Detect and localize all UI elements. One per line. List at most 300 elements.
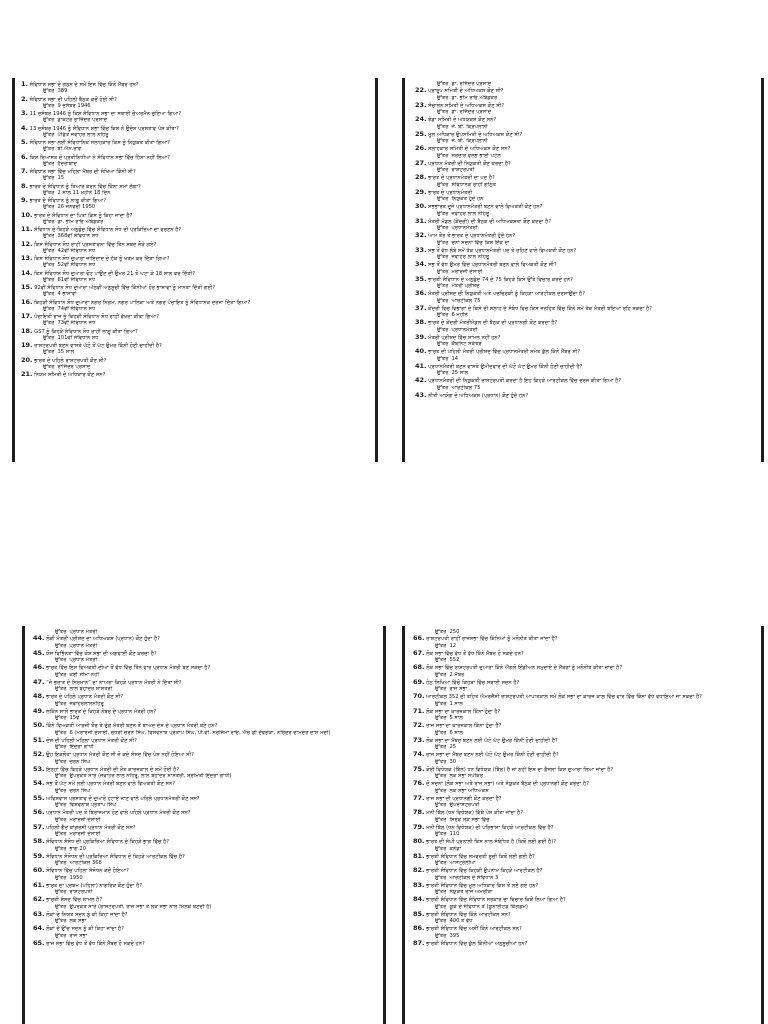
question-number: 23. bbox=[415, 101, 427, 109]
answer-text: ਡਾਕਟਰ ਰਾਜਿੰਦਰ ਪ੍ਰਸਾਦ bbox=[57, 117, 108, 124]
question-item bbox=[413, 940, 755, 947]
question-item bbox=[413, 882, 755, 896]
question-item bbox=[21, 154, 369, 168]
answer-text: 42ਵੀਂ ਸੰਵਿਧਾਨ ਸੋਧ bbox=[57, 247, 96, 254]
question-text: ਸੰਵਿਧਾਨ ਸਭਾ ਲਈ ਸੰਵਿਧਾਨਿਕ ਸਲਾਹਕਾਰ ਕਿਸ ਨੂੰ ਨਿਯੁਕਤ ਕੀਤਾ ਗਿਆ? bbox=[29, 140, 170, 146]
answer-text: ਬੀ.ਐਨ.ਰਾਵ bbox=[57, 146, 82, 153]
question-text: ਰਾਸ਼ਟਰਪਤੀ ਬਣਨ ਵਾਸਤੇ ਘੱਟੋ ਤੋਂ ਘੱਟ ਉਮਰ ਕਿੰਨੀ ਹੋਣੀ ਚਾਹੀਦੀ ਹੈ? bbox=[34, 343, 162, 349]
answer-line bbox=[413, 788, 755, 794]
question-text: ਦੇਸ਼ ਦੀ ਪਹਿਲੀ ਮਹਿਲਾ ਪ੍ਰਧਾਨ ਮੰਤਰੀ ਕੌਣ ਸੀ? bbox=[46, 737, 137, 744]
answer-label: ਉੱਤਰ bbox=[43, 88, 55, 95]
question-number: 18. bbox=[21, 327, 33, 335]
answer-line bbox=[415, 298, 755, 304]
answer-line bbox=[33, 875, 377, 881]
question-line bbox=[413, 635, 755, 642]
question-line bbox=[33, 708, 377, 715]
answer-text: 52ਵੀਂ ਸੰਵਿਧਾਨ ਸੋਧ bbox=[57, 262, 96, 269]
question-number: 59. bbox=[33, 852, 45, 860]
answer-text: ਪ੍ਰਧਾਨ ਮੰਤਰੀ bbox=[69, 629, 98, 635]
question-item bbox=[413, 795, 755, 809]
question-line bbox=[415, 131, 755, 138]
question-text: ਭਾਰਤੀ ਸੰਵਿਧਾਨ ਦੇ ਅਨੁਛੇਦ 74 ਦੇ 75 ਕਿਹੜੇ ਕਿਸੇ ਉੱਤੇ ਵਿਚਾਰ ਕਰਦੇ ਹਨ? bbox=[428, 276, 573, 283]
answer-text: 389 bbox=[57, 88, 68, 95]
answer-text: ਸੰਯੁਕਤ ਰਾਜ ਅਮਰੀਕਾ bbox=[449, 889, 493, 895]
answer-label: ਉੱਤਰ bbox=[435, 629, 447, 635]
answer-line bbox=[21, 349, 369, 355]
document-page-3 bbox=[22, 626, 386, 1024]
answer-line bbox=[33, 860, 377, 866]
question-text: ਪਹਿਲੀ ਗੈਰ ਕਾਂਗਰਸੀ ਪ੍ਰਧਾਨ ਮੰਤਰੀ ਕੌਣ ਸਨ? bbox=[46, 824, 136, 831]
question-item bbox=[21, 96, 369, 110]
question-number: 73. bbox=[413, 736, 425, 744]
question-number: 68. bbox=[413, 664, 425, 672]
answer-label: ਉੱਤਰ bbox=[55, 729, 67, 736]
question-line bbox=[415, 218, 755, 225]
question-item bbox=[415, 348, 755, 362]
answer-line bbox=[33, 744, 377, 750]
answer-label: ਉੱਤਰ bbox=[435, 845, 447, 852]
answer-line bbox=[415, 225, 755, 231]
question-item bbox=[413, 635, 755, 649]
answer-label: ਉੱਤਰ bbox=[43, 320, 55, 327]
answer-line bbox=[33, 788, 377, 794]
answer-label: ਉੱਤਰ bbox=[43, 146, 55, 153]
question-item bbox=[413, 896, 755, 910]
answer-label: ਉੱਤਰ bbox=[435, 758, 447, 765]
question-line bbox=[21, 139, 369, 146]
question-line bbox=[21, 110, 369, 117]
question-number: 65. bbox=[33, 939, 45, 947]
question-item bbox=[21, 212, 369, 226]
question-text: ਲੋਕ ਸਭਾ ਦਾ ਮੈਂਬਰ ਬਣਨ ਲਈ ਘੱਟੋ ਘੱਟ ਉਮਰ ਕਿੰਨੀ ਹੋਣੀ ਚਾਹੀਦੀ ਹੈ? bbox=[426, 737, 558, 744]
answer-text: 1950 bbox=[69, 874, 83, 881]
question-text: ਸਭ ਤੋਂ ਵੱਧ ਲੰਬੇ ਸਮੇਂ ਤੱਕ ਪ੍ਰਧਾਨਮੰਤਰੀ ਪਦ ਤੇ ਰਹਿਣ ਵਾਲੇ ਵਿਅਕਤੀ ਕੌਣ ਹਨ? bbox=[428, 247, 577, 254]
question-text: ਅਵਿਸ਼ਵਾਸ ਪ੍ਰਸਤਾਵ ਦੇ ਦੁਆਰੇ ਹਟਾਏ ਜਾਣ ਵਾਲੇ ਪਹਿਲੇ ਪ੍ਰਧਾਨਮੰਤਰੀ ਕੌਣ ਸਨ? bbox=[46, 795, 200, 802]
answer-line bbox=[21, 320, 369, 326]
question-line bbox=[413, 838, 755, 845]
answer-line bbox=[415, 211, 755, 217]
answer-label: ਉੱਤਰ bbox=[43, 363, 55, 370]
question-number: 37. bbox=[415, 304, 427, 312]
question-item bbox=[33, 635, 377, 649]
question-text: ਪ੍ਰਧਾਨਮੰਤਰੀ ਬਣਨ ਵਾਸਤੇ ਉਮੀਦਵਾਰ ਦੀ ਘੱਟੋ ਘੱਟ ਉਮਰ ਕਿੰਨੀ ਹੋਣੀ ਚਾਹੀਦੀ ਹੈ? bbox=[428, 363, 583, 370]
question-number: 22. bbox=[415, 87, 427, 95]
question-item bbox=[33, 664, 377, 678]
question-item bbox=[413, 824, 755, 838]
answer-label: ਉੱਤਰ bbox=[55, 671, 67, 678]
question-line bbox=[415, 348, 755, 355]
answer-text: 6 ਸਾਲ bbox=[449, 729, 463, 736]
question-line bbox=[415, 247, 755, 254]
question-item bbox=[413, 809, 755, 823]
answer-text: ਪ੍ਰਧਾਨ ਮੰਤਰੀ bbox=[69, 642, 98, 649]
answer-label: ਉੱਤਰ bbox=[55, 629, 67, 635]
question-number: 36. bbox=[415, 290, 427, 298]
question-text: ਲੋਕ ਸਭਾ ਦਾ ਕਾਰਜਕਾਲ ਕਿੰਨਾ ਹੁੰਦਾ ਹੈ? bbox=[426, 708, 501, 715]
answer-label: ਉੱਤਰ bbox=[437, 123, 449, 130]
answer-label: ਉੱਤਰ bbox=[55, 642, 67, 649]
question-text: 92ਵੀਂ ਸੰਵਿਧਾਨ ਸੋਧ ਦੁਆਰਾ ਅੱਠਵੀਂ ਅਨੁਸੂਚੀ ਵਿੱਚ ਕਿੰਨੀਆਂ ਹੋਰ ਭਾਸ਼ਾਵਾਂ ਨੂੰ ਮਾਨਤਾ ਦਿੱਤੀ ਗਈ? bbox=[34, 285, 216, 291]
question-line bbox=[21, 154, 369, 161]
question-text: ਕੇਂਦਰੀ ਵਿਚ ਵਿਭਾਗਾਂ ਦੇ ਕਿਸੇ ਦੀ ਸਲਾਹ ਦੇ ਸੰਬੰਧ ਵਿਚ ਕਿਸ ਜਨਹਿਤ ਵਿੱਚ ਕਿੰਨੇ ਸਮੇਂ ਤੱਕ ਮੰਤਰੀ ਬਣਿਆ ਰਹਿ ਸਕਦਾ ਹੈ? bbox=[428, 305, 652, 312]
question-number: 87. bbox=[413, 939, 425, 947]
question-item bbox=[21, 226, 369, 240]
question-line bbox=[415, 160, 755, 167]
answer-label: ਉੱਤਰ bbox=[55, 831, 67, 837]
question-line bbox=[415, 232, 755, 239]
question-text: ਭਾਰਤੀ ਸੰਵਿਧਾਨ ਵਿੱਚ ਕਿਹੜੀ ਉਪਨਾਮ ਕਿਹੜੇ ਆਰਟੀਕਲ ਹੈ? bbox=[426, 868, 543, 875]
question-item bbox=[33, 882, 377, 896]
answer-text: 2 ਸਾਲ 11 ਮਹੀਨੇ 18 ਦਿਨ bbox=[57, 189, 111, 196]
answer-label: ਉੱਤਰ bbox=[437, 268, 449, 275]
question-line bbox=[33, 722, 377, 729]
answer-text: ਪੰਡਿਤ ਜਵਾਹਰ ਲਾਲ ਨਹਿਰੂ bbox=[57, 131, 109, 138]
question-line bbox=[21, 168, 369, 175]
answer-label: ਉੱਤਰ bbox=[55, 816, 67, 823]
question-number: 52. bbox=[33, 751, 45, 759]
question-item bbox=[415, 290, 755, 304]
answer-label: ਉੱਤਰ bbox=[43, 204, 55, 211]
question-text: ਪੰਚਾਇਤੀ ਰਾਜ ਨੂੰ ਕਿਹੜੀ ਸੰਵਿਧਾਨ ਸੋਧ ਰਾਹੀਂ ਵੱਖਰਾ ਕੀਤਾ ਗਿਆ? bbox=[34, 314, 159, 320]
question-text: ਨਿਯਮ ਸਮਿਤੀ ਦੇ ਅਧਿਕਾਰ ਕੌਣ ਸਨ? bbox=[34, 372, 106, 378]
answer-label: ਉੱਤਰ bbox=[437, 254, 449, 260]
answer-text: 110 bbox=[449, 831, 460, 837]
question-line bbox=[413, 911, 755, 918]
question-item bbox=[413, 853, 755, 867]
question-text: ਹੇਠ ਲਿਖਿਆਂ ਵਿੱਚੋਂ ਕਿਹੜਾ ਵਿੱਚ ਸਥਾਈ ਸਦਨ ਹੈ? bbox=[426, 679, 520, 686]
question-line bbox=[33, 896, 377, 903]
answer-label: ਉੱਤਰ bbox=[55, 773, 67, 779]
question-line bbox=[413, 766, 755, 773]
answer-label: ਉੱਤਰ bbox=[43, 233, 55, 240]
answer-text: 4 ਭਾਸ਼ਾਵਾਂ bbox=[57, 291, 77, 298]
answer-label: ਉੱਤਰ bbox=[437, 94, 449, 101]
question-line bbox=[33, 737, 377, 744]
answer-label: ਉੱਤਰ bbox=[435, 932, 447, 939]
answer-line bbox=[21, 262, 369, 268]
question-item bbox=[21, 313, 369, 327]
question-item bbox=[413, 722, 755, 736]
answer-text: 400 ਤੋਂ ਵੱਧ bbox=[449, 918, 473, 924]
question-number: 58. bbox=[33, 838, 45, 846]
answer-label: ਉੱਤਰ bbox=[437, 355, 449, 362]
question-number: 16. bbox=[21, 298, 33, 306]
question-item bbox=[413, 780, 755, 794]
answer-text: 61ਵੀਂ ਸੰਵਿਧਾਨ ਸੋਧ bbox=[57, 276, 96, 283]
answer-label: ਉੱਤਰ bbox=[435, 802, 447, 808]
question-text: ਮਨੀ ਬਿੱਲ (ਧਨ ਵਿਧੇਯਕ) ਦੀ ਪਰਿਭਾਸ਼ਾ ਕਿਹੜੇ ਆਰਟੀਕਲ ਵਿੱਚ ਹੈ? bbox=[426, 824, 554, 831]
answer-label: ਉੱਤਰ bbox=[435, 903, 447, 910]
question-text: ਭਾਰਤੀ ਸੰਵਿਧਾਨ ਵਿੱਚ ਸੰਵਿਧਾਨ ਸਰਕਾਰ ਦਾ ਵਿਚਾਰ ਕਿਥੋਂ ਲਿਆ ਗਿਆ ਹੈ? bbox=[426, 897, 566, 904]
question-line bbox=[415, 334, 755, 341]
answer-line bbox=[415, 95, 755, 101]
question-item bbox=[33, 853, 377, 867]
question-text: ਭਾਰਤੀ ਸੰਵਿਧਾਨ ਵਿੱਚ ਮੂਲ ਅਧਿਕਾਰ ਕਿਸ ਤੋਂ ਲਏ ਗਏ ਹਨ? bbox=[426, 882, 539, 889]
question-number: 26. bbox=[415, 145, 427, 153]
answer-label: ਉੱਤਰ bbox=[43, 102, 55, 109]
answer-label: ਉੱਤਰ bbox=[437, 152, 449, 159]
answer-text: 25 ਸਾਲ bbox=[451, 370, 469, 376]
answer-text: 2 ਮੈਂਬਰ bbox=[449, 671, 465, 678]
question-text: ਪ੍ਰਧਾਨ ਮੰਤਰੀ ਦੀ ਨਿਯੁਕਤੀ ਕੌਣ ਕਰਦਾ ਹੈ? bbox=[428, 160, 511, 167]
question-number: 44. bbox=[33, 635, 45, 643]
question-line bbox=[413, 867, 755, 874]
question-line bbox=[413, 708, 755, 715]
answer-label: ਉੱਤਰ bbox=[55, 889, 67, 895]
question-number: 76. bbox=[413, 780, 425, 788]
answer-text: 5 ਸਾਲ bbox=[449, 715, 463, 721]
question-number: 10. bbox=[21, 211, 33, 219]
question-number: 84. bbox=[413, 896, 425, 904]
question-number: 50. bbox=[33, 722, 45, 730]
answer-text: ਹੈਦਰਾਬਾਦ bbox=[57, 160, 77, 167]
answer-line bbox=[21, 190, 369, 196]
answer-label: ਉੱਤਰ bbox=[55, 860, 67, 866]
answer-text: 74ਵੀਂ ਸੰਵਿਧਾਨ ਸੋਧ bbox=[57, 305, 96, 312]
question-number: 42. bbox=[415, 377, 427, 385]
answer-label: ਉੱਤਰ bbox=[435, 874, 447, 881]
question-number: 30. bbox=[415, 203, 427, 211]
answer-line bbox=[21, 291, 369, 297]
question-line bbox=[413, 809, 755, 816]
question-line bbox=[33, 809, 377, 816]
question-text: ਭਾਰਤ ਦੀ ਪਹਿਲੀ ਮੰਤਰੀ ਪ੍ਰੀਸ਼ਦ ਵਿੱਚ ਪ੍ਰਧਾਨਮੰਤਰੀ ਸਮੇਤ ਕੁੱਲ ਕਿੰਨੇ ਮੈਂਬਰ ਸੀ? bbox=[428, 349, 581, 356]
answer-label: ਉੱਤਰ bbox=[43, 189, 55, 196]
answer-text: ਡਾ. ਭੀਮ ਰਾਓ ਅੰਬੇਡਕਰ bbox=[451, 94, 498, 101]
question-text: ਦੋ ਸਦਨਾਂ (ਲੋਕ ਸਭਾ ਅਤੇ ਰਾਜ ਸਭਾ) ਅਤੇ ਸੰਯੁਕਤ ਬੈਠਕ ਦੀ ਪ੍ਰਧਾਨਗੀ ਕੌਣ ਕਰਦਾ ਹੈ? bbox=[426, 781, 589, 788]
question-number: 32. bbox=[415, 232, 427, 240]
question-text: ਭਾਰਤੀ ਸੰਵਿਧਾਨ ਵਿੱਚ ਸਮਵਰਤੀ ਸੂਚੀ ਕਿਥੋਂ ਲਈ ਗਈ ਹੈ? bbox=[426, 853, 535, 860]
answer-line bbox=[33, 802, 377, 808]
question-item bbox=[33, 780, 377, 794]
answer-line bbox=[415, 356, 755, 362]
question-line bbox=[21, 357, 369, 364]
answer-text: ਦੋਨਾਂ ਸਦਨਾਂ ਵਿੱਚ ਕਿਸੇ ਇੱਕ ਦਾ bbox=[451, 239, 510, 246]
question-line bbox=[413, 664, 755, 671]
question-text: ਮੰਤਰੀ ਪ੍ਰੀਸ਼ਦ ਦੀ ਨਿਯੁਕਤੀ ਅਤੇ ਪਦਚਿਰਕੀ ਨੂੰ ਕਿਹੜਾ ਆਰਟੀਕਲ ਦਰਸਾਉਂਦਾ ਹੈ? bbox=[428, 291, 585, 298]
answer-line bbox=[413, 933, 755, 939]
question-item bbox=[21, 255, 369, 269]
question-item bbox=[415, 87, 755, 101]
answer-line bbox=[413, 802, 755, 808]
question-number: 6. bbox=[21, 153, 28, 161]
answer-label: ਉੱਤਰ bbox=[55, 787, 67, 794]
question-line bbox=[21, 125, 369, 132]
question-number: 11. bbox=[21, 226, 33, 233]
answer-line bbox=[33, 773, 377, 779]
answer-line bbox=[21, 248, 369, 254]
answer-line bbox=[413, 643, 755, 649]
question-line bbox=[33, 679, 377, 686]
question-text: ਭਾਰਤ ਦੇ ਪਹਿਲੇ ਰਾਸ਼ਟਰਪਤੀ ਕੌਣ ਸੀ? bbox=[34, 357, 107, 364]
question-text: 13 ਦਸੰਬਰ 1946 ਨੂੰ ਸੰਵਿਧਾਨ ਸਭਾ ਵਿੱਚ ਕਿਸ ਨੇ ਉਦੇਸ਼ ਪ੍ਰਸਤਾਵ ਪੇਸ਼ ਕੀਤਾ? bbox=[29, 125, 179, 132]
answer-label: ਉੱਤਰ bbox=[435, 918, 447, 924]
question-line bbox=[33, 867, 377, 874]
answer-label: ਉੱਤਰ bbox=[435, 860, 447, 866]
answer-text: 26 ਜਨਵਰੀ 1950 bbox=[57, 204, 96, 211]
question-number: 28. bbox=[415, 174, 427, 182]
question-item bbox=[415, 131, 755, 145]
answer-text: ਸਰਦਾਰ ਵਲਭ ਭਾਈ ਪਟੇਲ bbox=[451, 152, 501, 159]
question-item bbox=[21, 342, 369, 356]
question-item bbox=[413, 650, 755, 664]
answer-line bbox=[413, 817, 755, 823]
answer-text: ਆਸਟ੍ਰੇਲੀਆ bbox=[449, 860, 476, 866]
answer-text: ਡਾ. ਰਜਿੰਦਰ ਪ੍ਰਸਾਦ bbox=[451, 109, 492, 115]
question-text: ਮੂਲ ਅਧਿਕਾਰ ਉਪਸਮਿਤੀ ਦੇ ਅਧਿਅਕਸ਼ ਕੌਣ ਸੀ? bbox=[428, 131, 523, 138]
answer-label: ਉੱਤਰ bbox=[55, 758, 67, 765]
question-line bbox=[21, 284, 369, 291]
question-line bbox=[413, 780, 755, 787]
answer-text: 73ਵੀਂ ਸੰਵਿਧਾਨ ਸੋਧ bbox=[57, 320, 96, 327]
question-text: ਰਾਜ ਸਭਾ ਦੀ ਪ੍ਰਧਾਨਗੀ ਕੌਣ ਕਰਦਾ ਹੈ? bbox=[426, 795, 502, 802]
answer-label: ਉੱਤਰ bbox=[55, 903, 67, 910]
question-item bbox=[415, 305, 755, 319]
question-item bbox=[33, 824, 377, 838]
question-item bbox=[33, 940, 377, 947]
answer-text: ਆਰਟੀਕਲ 368 bbox=[69, 860, 102, 866]
question-item bbox=[21, 371, 369, 378]
question-item bbox=[33, 737, 377, 751]
answer-label: ਉੱਤਰ bbox=[43, 247, 55, 254]
answer-label: ਉੱਤਰ bbox=[55, 932, 67, 939]
question-text: ਸਲਾਹਕਾਰ ਸਮਿਤੀ ਦੇ ਅਧਿਅਕਸ਼ ਕੌਣ ਸਨ? bbox=[428, 146, 511, 153]
question-text: ਸਭ ਤੋਂ ਘੱਟ ਸਮੇਂ ਲਈ ਪ੍ਰਧਾਨ ਮੰਤਰੀ ਬਣਨ ਵਾਲੇ ਵਿਅਕਤੀ ਕੌਣ ਸਨ? bbox=[46, 781, 175, 788]
question-text: ਪ੍ਰਾਰੂਪ ਸਮਿਤੀ ਦੇ ਅਧਿਅਕਸ਼ ਕੌਣ ਸੀ? bbox=[428, 88, 504, 95]
question-line bbox=[415, 305, 755, 312]
answer-line bbox=[21, 277, 369, 283]
answer-label: ਉੱਤਰ bbox=[437, 81, 449, 87]
question-text: ਸੰਵਿਧਾਨ ਸਭਾ ਦੀ ਪਹਿਲੀ ਬੈਠਕ ਕਦੋਂ ਹੋਈ ਸੀ? bbox=[29, 96, 117, 103]
question-number: 78. bbox=[413, 809, 425, 817]
question-item bbox=[415, 174, 755, 188]
question-number: 82. bbox=[413, 867, 425, 875]
question-number: 53. bbox=[33, 765, 45, 773]
answer-text: ਮੋਰਾਰਜੀ ਦੇਸਾਈ bbox=[451, 268, 483, 275]
question-line bbox=[33, 940, 377, 947]
question-line bbox=[415, 276, 755, 283]
answer-text: ਭਾਗ 20 bbox=[69, 845, 86, 852]
question-number: 4. bbox=[21, 124, 28, 132]
question-item bbox=[21, 328, 369, 342]
answer-line bbox=[415, 283, 755, 289]
question-item bbox=[413, 911, 755, 925]
question-text: ਸੰਵਿਧਾਨ ਸੰਸੋਧ ਦੀ ਪ੍ਰਕਿਰਿਆ ਸੰਵਿਧਾਨ ਦੇ ਕਿਹੜੇ ਭਾਗ ਵਿੱਚ ਹੈ? bbox=[46, 839, 170, 846]
question-number: 39. bbox=[415, 333, 427, 341]
question-line bbox=[21, 197, 369, 204]
question-line bbox=[33, 925, 377, 932]
question-text: ਰਾਜ ਸਭਾ ਦਾ ਕਾਰਜਕਾਲ ਕਿੰਨਾ ਹੁੰਦਾ ਹੈ? bbox=[426, 723, 502, 730]
question-text: ਸਭ ਤੋਂ ਵੱਧ ਉਮਰ ਵਿੱਚ ਪ੍ਰਧਾਨਮੰਤਰੀ ਬਣਨ ਵਾਲੇ ਵਿਅਕਤੀ ਕੌਣ ਸੀ? bbox=[428, 262, 557, 269]
question-item bbox=[415, 102, 755, 116]
answer-label: ਉੱਤਰ bbox=[437, 225, 449, 231]
answer-text: ਜੇ. ਬੀ. ਕ੍ਰਿਪਲਾਨੀ bbox=[451, 123, 488, 130]
answer-label: ਉੱਤਰ bbox=[55, 715, 67, 721]
question-text: ਭਾਰਤੀ ਸੰਵਿਧਾਨ ਵਿੱਚ ਕਿੰਨੇ ਆਰਟੀਕਲ ਸਨ? bbox=[426, 911, 511, 918]
question-number: 70. bbox=[413, 693, 425, 701]
answer-text: ਲੋਕ ਸਭਾ ਸਪੀਕਰ bbox=[449, 773, 484, 779]
answer-label: ਉੱਤਰ bbox=[43, 160, 55, 167]
answer-line bbox=[415, 327, 755, 333]
question-line bbox=[33, 838, 377, 845]
answer-text: ਪ੍ਰਧਾਨਮੰਤਰੀ bbox=[451, 326, 478, 333]
question-line bbox=[415, 203, 755, 210]
answer-text: ਮੋਰਾਰਜੀ ਦੇਸਾਈ bbox=[69, 831, 101, 837]
question-text: ਭਾਰਤ ਦੇ ਸੰਵਿਧਾਨ ਨੂੰ ਤਿਆਰ ਕਰਨ ਵਿੱਚ ਕਿੰਨਾ ਸਮਾਂ ਲੱਗਾ? bbox=[29, 183, 141, 190]
answer-line bbox=[21, 103, 369, 109]
answer-line bbox=[33, 715, 377, 721]
question-text: ਭਾਰਤ ਦੇ ਸੰਵਿਧਾਨ ਨੂੰ ਲਾਗੂ ਕੀਤਾ ਗਿਆ? bbox=[29, 198, 107, 204]
question-line bbox=[21, 342, 369, 349]
question-line bbox=[415, 102, 755, 109]
answer-text: ਸੰਵਿਧਾਨਕ ਰਾਹੀਂ ਗਠਿਤ bbox=[451, 181, 497, 188]
question-number: 7. bbox=[21, 168, 28, 175]
question-number: 85. bbox=[413, 910, 425, 918]
question-line bbox=[413, 925, 755, 932]
question-item bbox=[415, 392, 755, 399]
answer-line bbox=[415, 312, 755, 318]
answer-line bbox=[21, 219, 369, 225]
question-number: 80. bbox=[413, 838, 425, 846]
answer-text: ਰਾਜ ਸਭਾ bbox=[69, 932, 88, 939]
answer-line bbox=[413, 860, 755, 866]
question-item bbox=[415, 218, 755, 232]
answer-label: ਉੱਤਰ bbox=[437, 181, 449, 188]
question-number: 55. bbox=[33, 794, 45, 802]
answer-line bbox=[413, 759, 755, 765]
question-number: 17. bbox=[21, 313, 33, 320]
answer-line bbox=[33, 701, 377, 707]
answer-label: ਉੱਤਰ bbox=[43, 291, 55, 298]
question-number: 74. bbox=[413, 751, 425, 759]
answer-line bbox=[413, 918, 755, 924]
question-line bbox=[413, 737, 755, 744]
answer-text: ਆਰਟੀਕਲ 75 bbox=[451, 384, 481, 391]
answer-line bbox=[33, 672, 377, 678]
question-item bbox=[415, 160, 755, 174]
question-item bbox=[21, 270, 369, 284]
answer-line bbox=[415, 182, 755, 188]
question-item bbox=[413, 838, 755, 852]
answer-text: 101ਵੀਂ ਸੰਵਿਧਾਨ ਸੋਧ bbox=[57, 334, 99, 341]
question-text: ਆਮ ਤੌਰ ਤੇ ਭਾਰਤ ਦੇ ਪ੍ਰਧਾਨਮੰਤਰੀ ਹੁੰਦੇ ਹਨ? bbox=[428, 233, 516, 240]
answer-text: ਮੰਤਰੀ ਪ੍ਰੀਸ਼ਦ bbox=[451, 283, 480, 289]
question-item bbox=[33, 722, 377, 736]
question-line bbox=[33, 664, 377, 671]
question-text: 11 ਦਸੰਬਰ 1946 ਨੂੰ ਕਿਸ ਸੰਵਿਧਾਨ ਸਭਾ ਦਾ ਸਥਾਈ ਚੇਅਰਮੈਨ ਚੁਣਿਆ ਗਿਆ? bbox=[29, 111, 182, 117]
answer-label: ਉੱਤਰ bbox=[437, 109, 449, 115]
answer-text: ਰਾਸ਼ਟਰਪਤੀ bbox=[451, 167, 475, 173]
question-line bbox=[413, 679, 755, 686]
question-line bbox=[413, 853, 755, 860]
answer-label: ਉੱਤਰ bbox=[43, 349, 55, 356]
question-item bbox=[21, 168, 369, 182]
question-line bbox=[33, 693, 377, 700]
answer-label: ਉੱਤਰ bbox=[55, 874, 67, 881]
question-number: 15. bbox=[21, 284, 33, 291]
question-line bbox=[21, 96, 369, 103]
answer-text: 552 bbox=[449, 657, 460, 663]
question-item bbox=[33, 911, 377, 925]
answer-text: 35 ਸਾਲ bbox=[57, 349, 75, 356]
answer-text: ਜਵਾਹਰਲਾਲਨਹਿਰੂ bbox=[69, 700, 104, 707]
question-item bbox=[21, 197, 369, 211]
answer-label: ਉੱਤਰ bbox=[43, 276, 55, 283]
answer-label: ਉੱਤਰ bbox=[435, 642, 447, 649]
question-number: 20. bbox=[21, 356, 33, 364]
question-number: 1. bbox=[21, 81, 28, 88]
answer-line bbox=[21, 175, 369, 181]
